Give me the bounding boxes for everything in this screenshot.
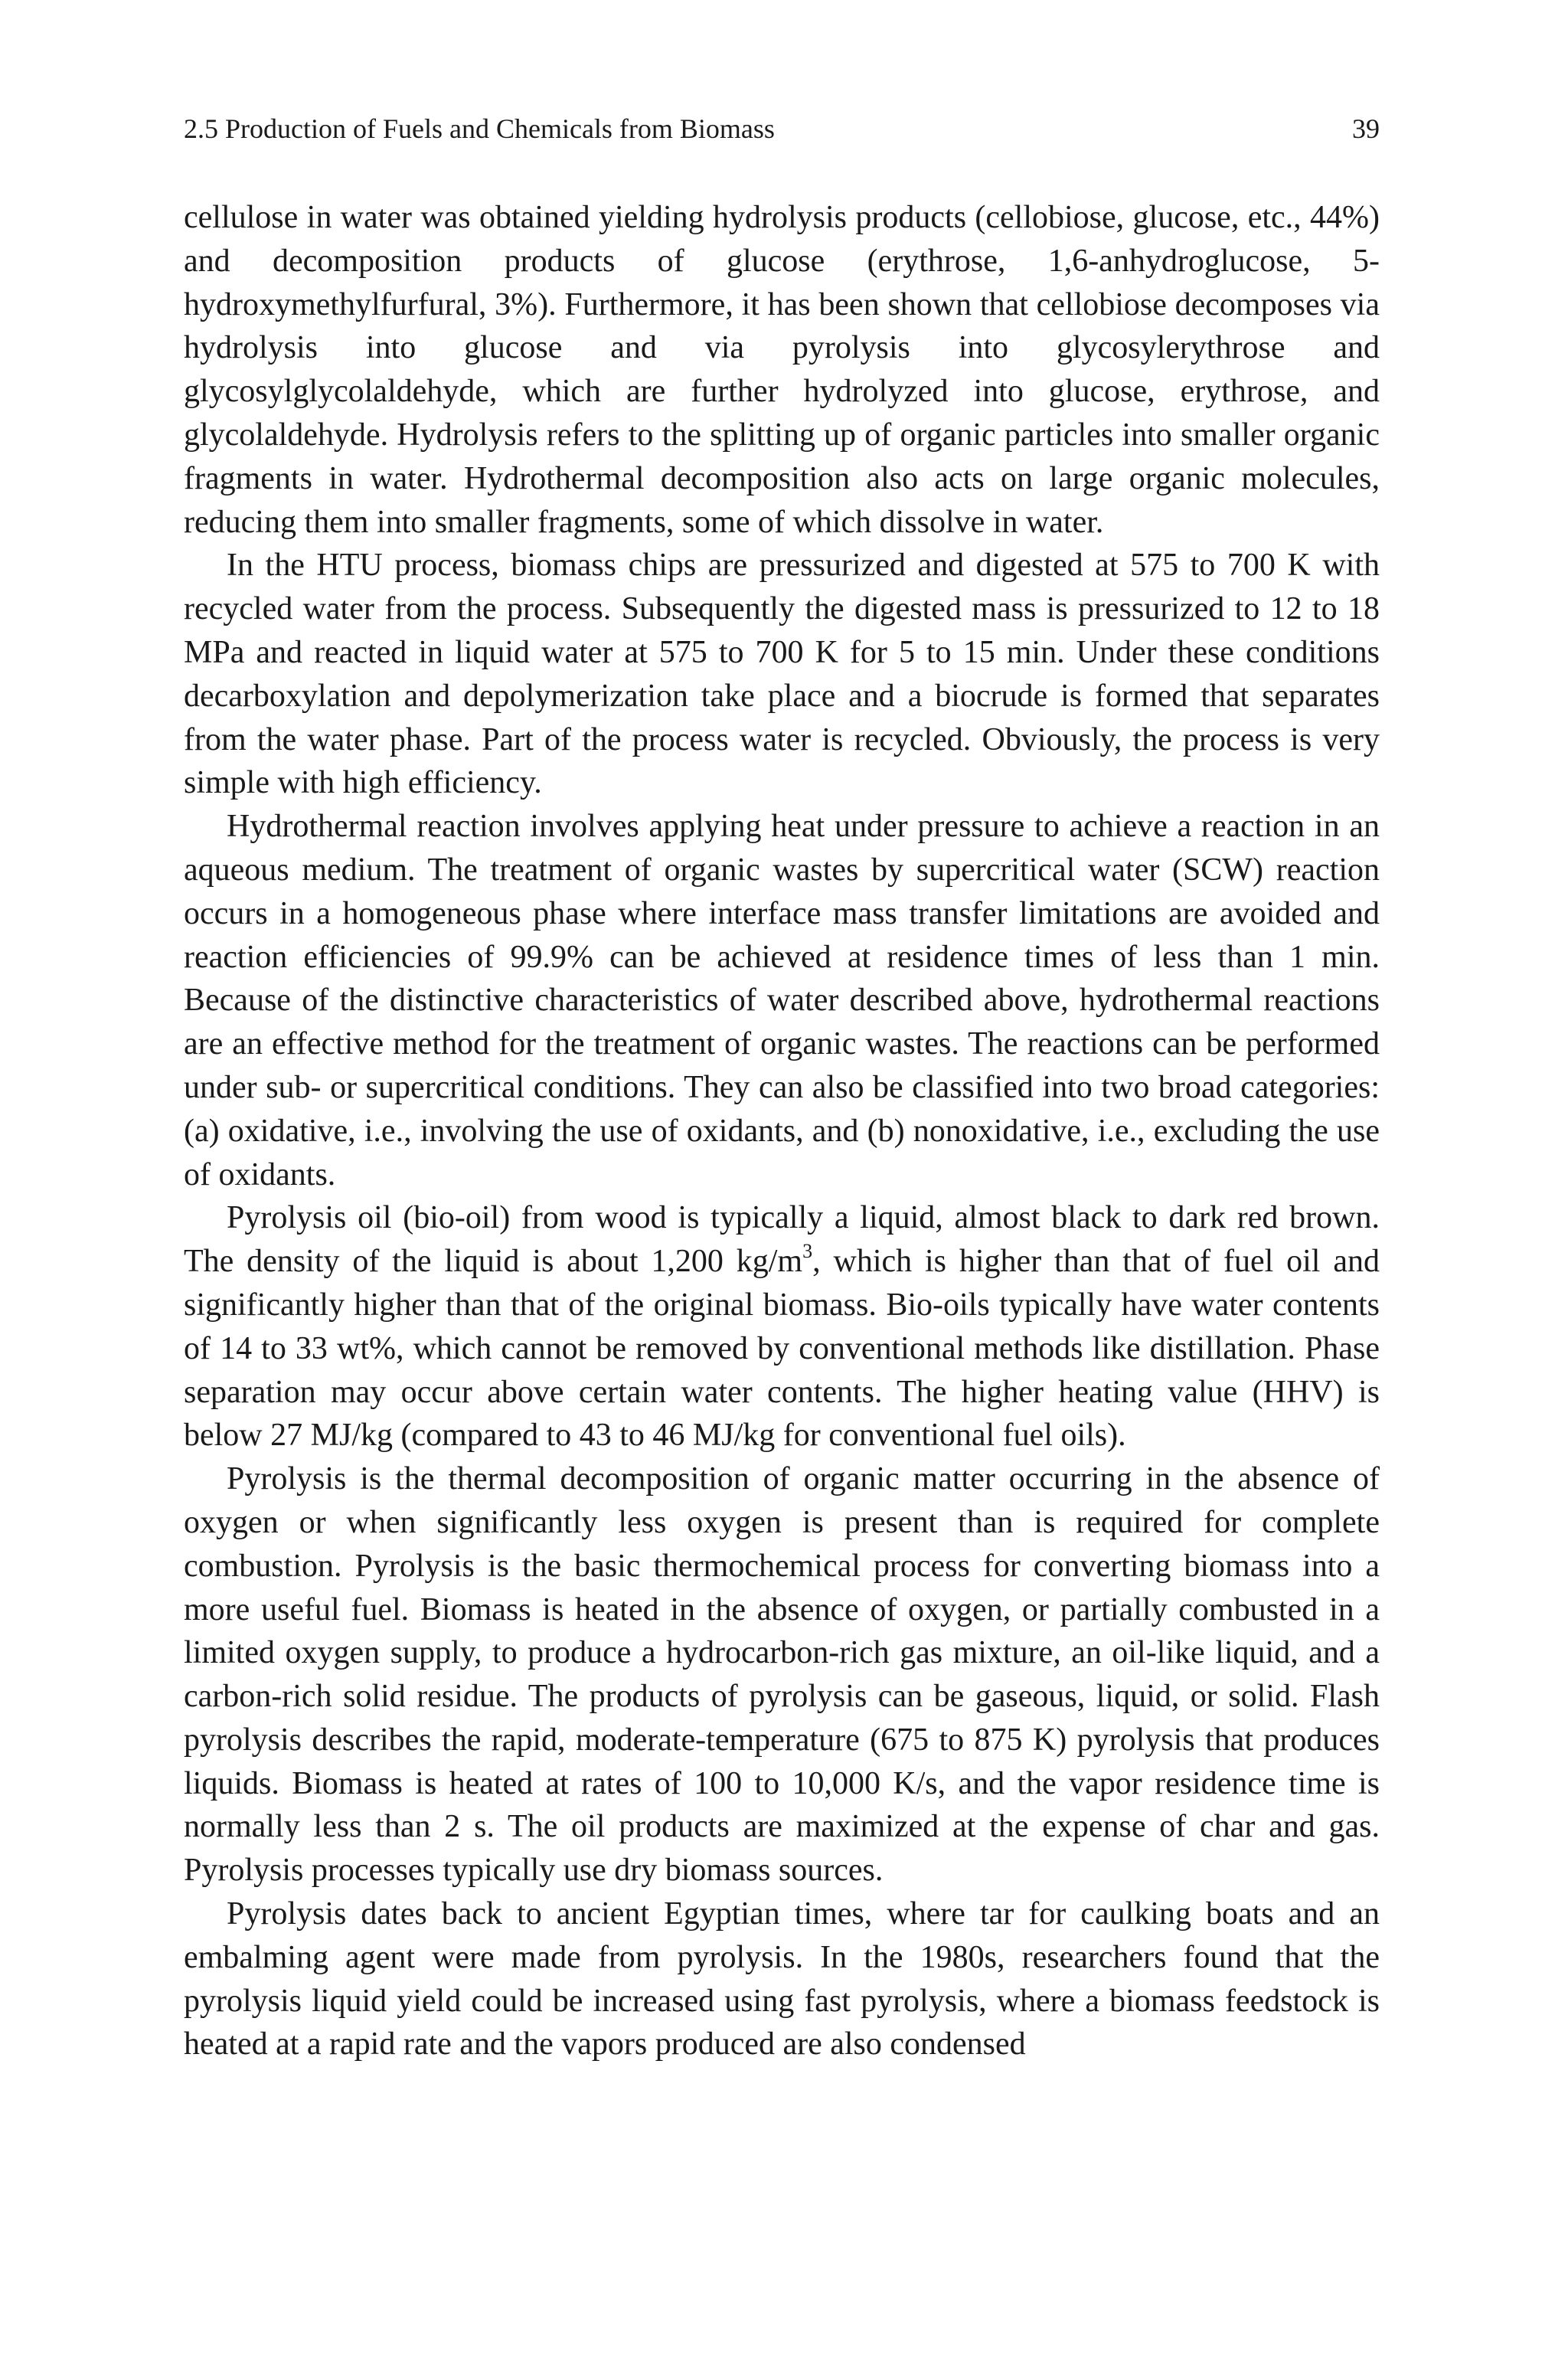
running-head — [184, 106, 1380, 152]
pyrolysis-oil-text-end: , which is higher than that of fuel oil and significantly higher than that of the original biomass. Bio-oils typically have water contents of 14 to 33 wt%, which cannot be removed by conventional methods like distillation. Phase separation may occur above certain water contents. The higher heating value (HHV) is below 27 MJ/kg (compared to 43 to 46 MJ/kg for conventional fuel oils). — [184, 1244, 1380, 1454]
section-title: 2.5 Production of Fuels and Chemicals from Biomass — [184, 113, 775, 144]
paragraph-htu-process: In the HTU process, biomass chips are pressurized and digested at 575 to 700 K with recycled water from the process. Subsequently the digested mass is pressurized to 12 to 18 MPa and reacted in liquid water at 575 to 700 K for 5 to 15 min. Under these conditions decarboxylation and depolymerization take place and a biocrude is formed that separates from the water phase. Part of the process water is recycled. Obviously, the process is very simple with high efficiency. — [184, 548, 1380, 801]
cubic-superscript: 3 — [802, 1239, 813, 1262]
pyrolysis-oil-text-start: Pyrolysis oil (bio-oil) from wood is typically a liquid, almost black to dark red brown. The density of the liquid is about 1,200 kg/m — [184, 1200, 1380, 1280]
body-text — [184, 196, 1380, 2066]
book-page — [184, 106, 1380, 2066]
paragraph-hydrothermal-reaction: Hydrothermal reaction involves applying heat under pressure to achieve a reaction in an aqueous medium. The treatment of organic wastes by supercritical water (SCW) reaction occurs in a homogeneous phase where interface mass transfer limitations are avoided and reaction efficiencies of 99.9% can be achieved at residence times of less than 1 min. Because of the distinctive characteristics of water described above, hydrothermal reactions are an effective method for the treatment of organic wastes. The reactions can be performed under sub- or supercritical conditions. They can also be classified into two broad categories: (a) oxidative, i.e., involving the use of oxidants, and (b) nonoxidative, i.e., excluding the use of oxidants. — [184, 809, 1380, 1192]
page-number: 39 — [1352, 113, 1380, 144]
paragraph-cellulose-hydrolysis: cellulose in water was obtained yielding hydrolysis products (cellobiose, glucose, etc., 44%) and decomposition products of glucose (erythrose, 1,6-anhydroglucose, 5-hydroxymethylfurfural, 3%). Furthermore, it has been shown that cellobiose decomposes via hydrolysis into glucose and via pyrolysis into glycosylerythrose and glycosylglycolaldehyde, which are further hydrolyzed into glucose, erythrose, and glycolaldehyde. Hydrolysis refers to the splitting up of organic particles into smaller organic fragments in water. Hydrothermal decomposition also acts on large organic molecules, reducing them into smaller fragments, some of which dissolve in water. — [184, 200, 1380, 540]
paragraph-pyrolysis-definition: Pyrolysis is the thermal decomposition of organic matter occurring in the absence of oxygen or when significantly less oxygen is present than is required for complete combustion. Pyrolysis is the basic thermochemical process for converting biomass into a more useful fuel. Biomass is heated in the absence of oxygen, or partially combusted in a limited oxygen supply, to produce a hydrocarbon-rich gas mixture, an oil-like liquid, and a carbon-rich solid residue. The products of pyrolysis can be gaseous, liquid, or solid. Flash pyrolysis describes the rapid, moderate-temperature (675 to 875 K) pyrolysis that produces liquids. Biomass is heated at rates of 100 to 10,000 K/s, and the vapor residence time is normally less than 2 s. The oil products are maximized at the expense of char and gas. Pyrolysis processes typically use dry biomass sources. — [184, 1461, 1380, 1889]
paragraph-pyrolysis-history: Pyrolysis dates back to ancient Egyptian times, where tar for caulking boats and an embalming agent were made from pyrolysis. In the 1980s, researchers found that the pyrolysis liquid yield could be increased using fast pyrolysis, where a biomass feedstock is heated at a rapid rate and the vapors produced are also condensed — [184, 1896, 1380, 2062]
paragraph-pyrolysis-oil — [184, 1196, 1380, 1457]
